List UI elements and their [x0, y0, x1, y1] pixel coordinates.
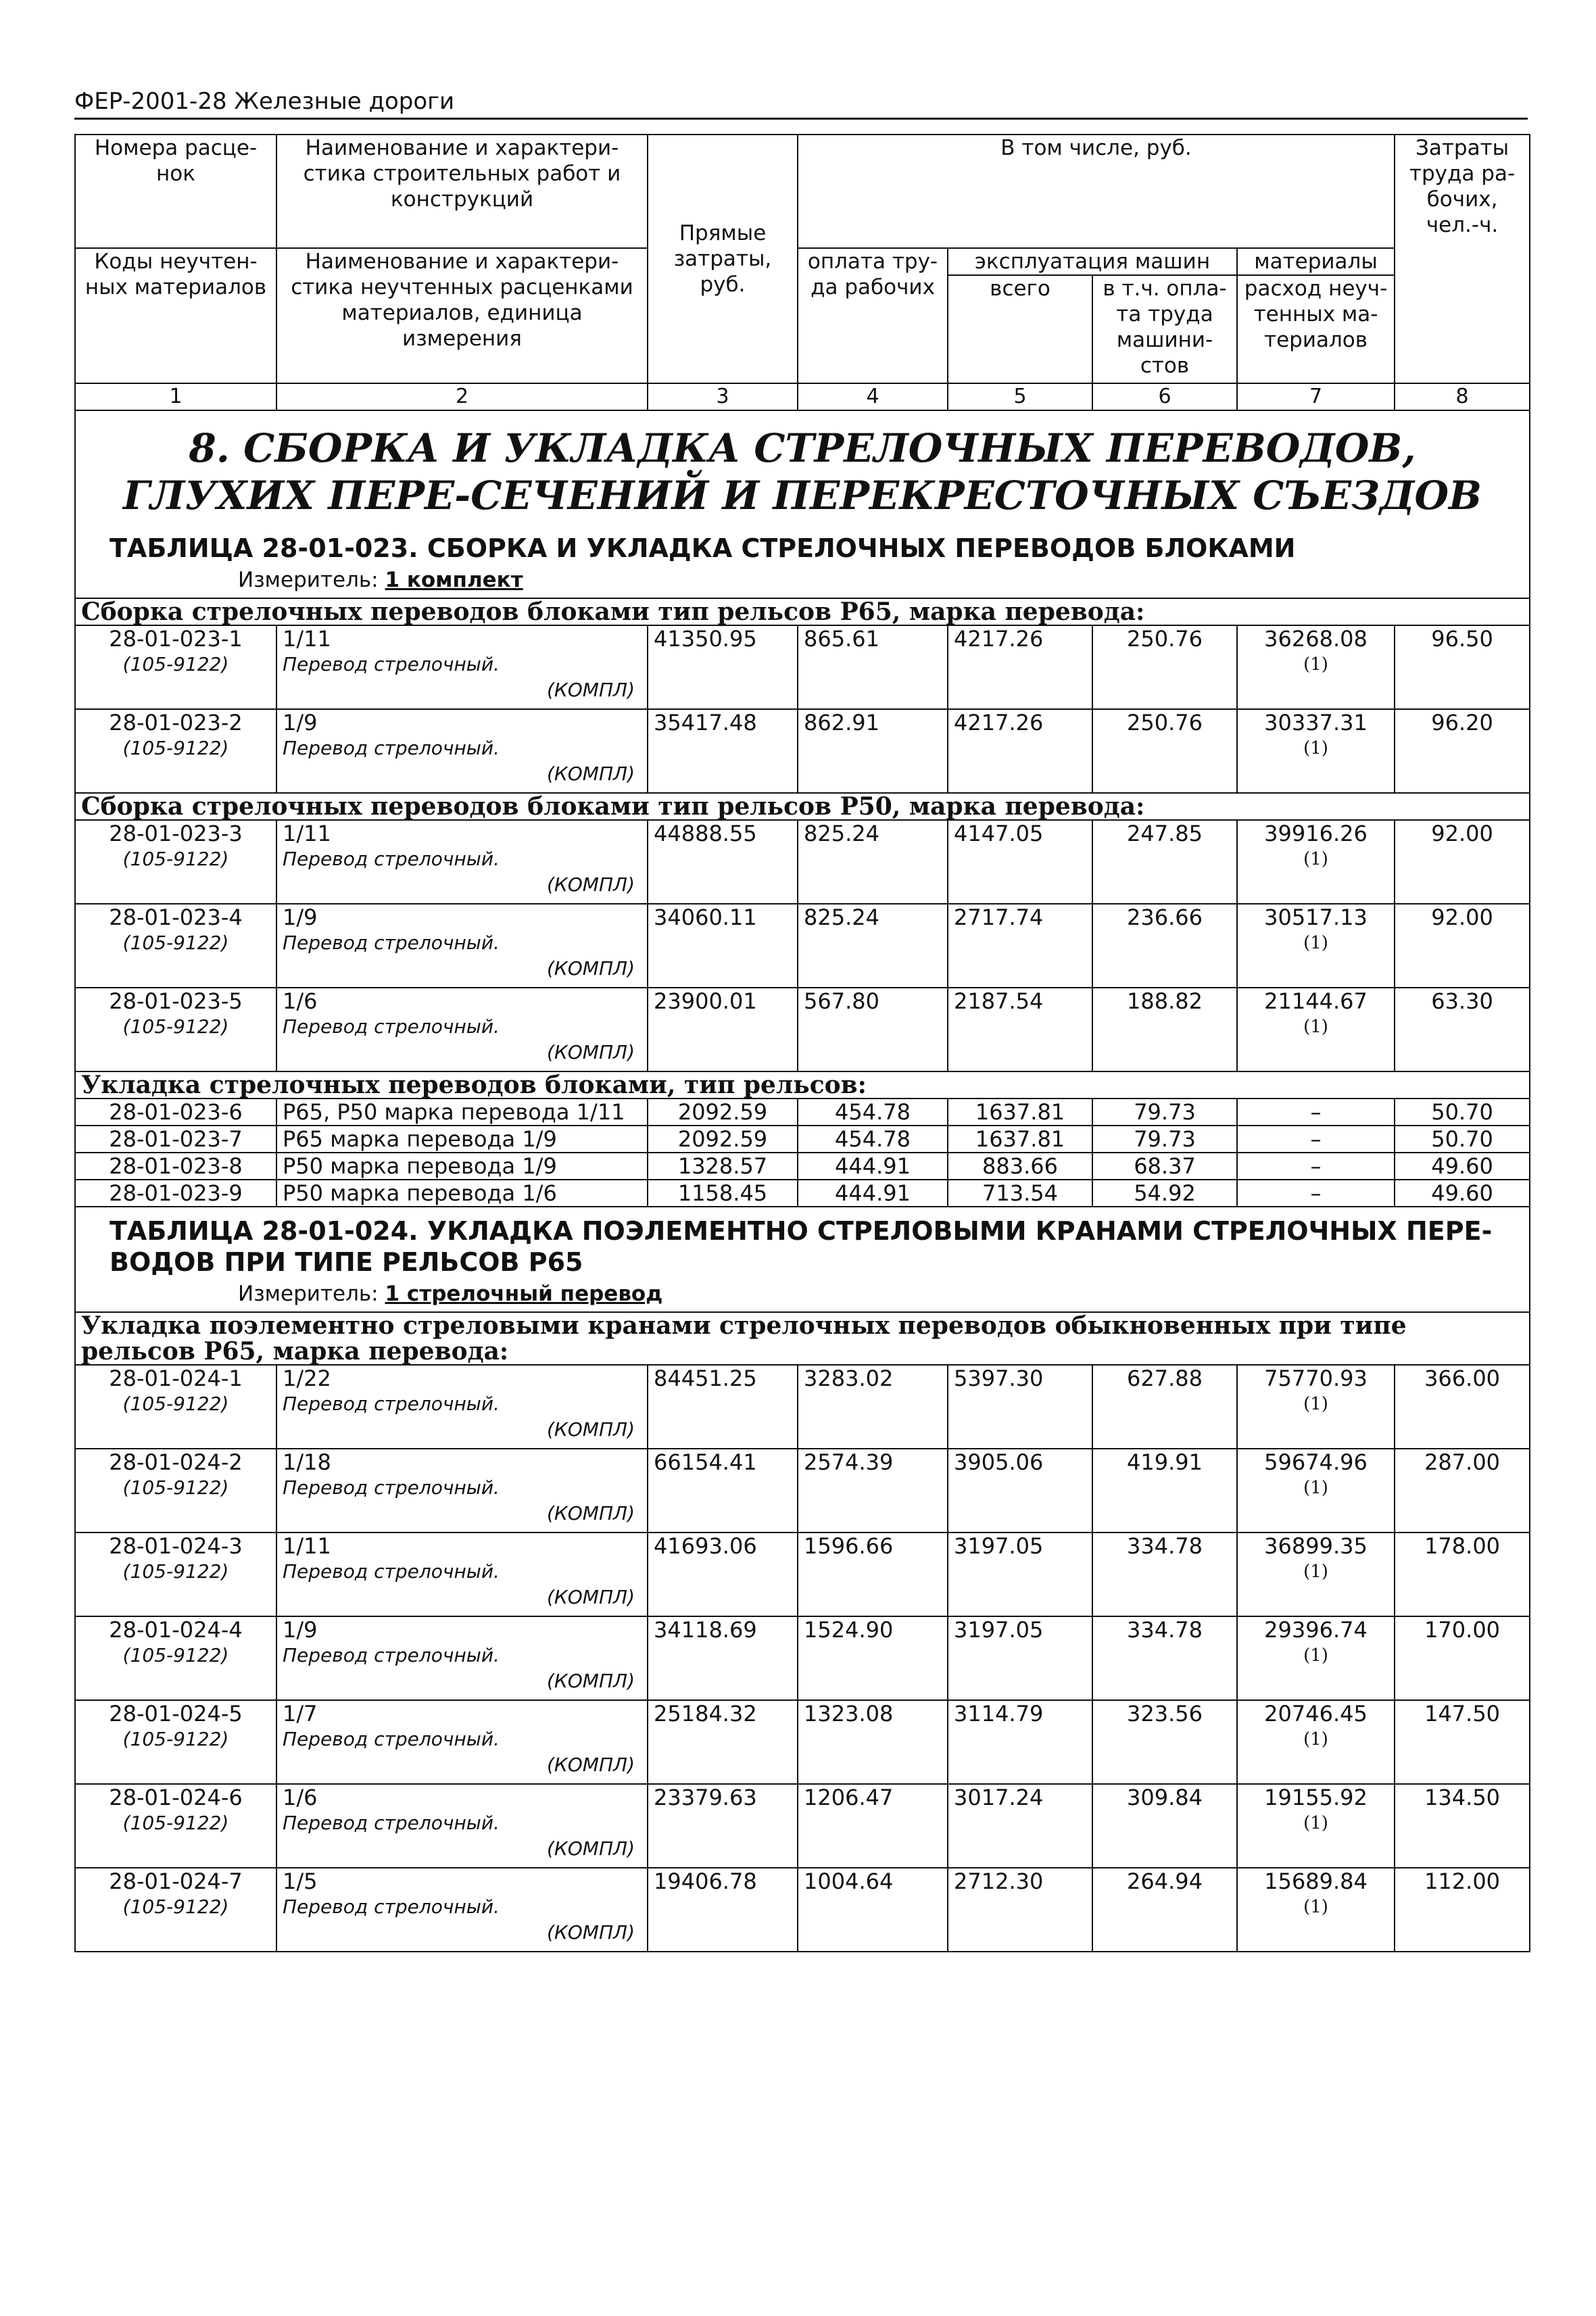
col-number: 1 — [75, 383, 276, 410]
group-heading: Укладка поэлементно стреловыми кранами стрелочных переводов обыкновенных при типе рельсов Р65, марка перевода: — [75, 1312, 1530, 1365]
rate-code: 28-01-023-5 — [109, 988, 243, 1014]
materials-cell — [1237, 904, 1395, 988]
machines-total: 1637.81 — [948, 1099, 1092, 1126]
material-code: (105-9122) — [122, 1476, 229, 1499]
material-unit: (КОМПЛ) — [546, 1837, 635, 1860]
rate-code: 28-01-023-9 — [75, 1180, 276, 1207]
rate-code-cell — [75, 1784, 276, 1868]
machinist-wage: 323.56 — [1092, 1700, 1237, 1784]
labor-wage: 567.80 — [798, 988, 948, 1071]
materials-cost: – — [1237, 1153, 1395, 1180]
table-row — [75, 1616, 1530, 1700]
materials-cell — [1237, 1533, 1395, 1616]
materials-cost: 39916.26 — [1264, 821, 1368, 846]
material-code: (105-9122) — [122, 1728, 229, 1750]
material-qty: (1) — [1303, 1729, 1328, 1750]
material-qty: (1) — [1303, 1017, 1328, 1037]
labor-wage: 862.91 — [798, 709, 948, 793]
materials-cost: 36268.08 — [1264, 626, 1368, 652]
materials-cost: 19155.92 — [1264, 1785, 1368, 1810]
machinist-wage: 334.78 — [1092, 1533, 1237, 1616]
group-heading-row — [75, 793, 1530, 820]
col1-top-header: Номера расце-нок — [75, 135, 276, 248]
material-code: (105-9122) — [122, 932, 229, 954]
table-row — [75, 1784, 1530, 1868]
machinist-wage: 188.82 — [1092, 988, 1237, 1071]
material-name: Перевод стрелочный. — [283, 1393, 500, 1415]
rate-code-cell — [75, 625, 276, 709]
rate-code-cell — [75, 1868, 276, 1952]
material-name: Перевод стрелочный. — [283, 1476, 500, 1499]
labor-wage: 444.91 — [798, 1180, 948, 1207]
labor-hours: 96.20 — [1395, 709, 1530, 793]
material-code: (105-9122) — [122, 1015, 229, 1038]
rate-name-cell — [276, 709, 648, 793]
materials-cost: 75770.93 — [1264, 1366, 1368, 1391]
rate-code: 28-01-024-6 — [109, 1785, 243, 1810]
rate-code-cell — [75, 1365, 276, 1449]
rate-name-cell — [276, 1533, 648, 1616]
labor-hours: 50.70 — [1395, 1126, 1530, 1153]
materials-cell — [1237, 1365, 1395, 1449]
labor-hours: 92.00 — [1395, 820, 1530, 904]
machinist-wage: 334.78 — [1092, 1616, 1237, 1700]
rate-name: Р50 марка перевода 1/6 — [276, 1180, 648, 1207]
material-unit: (КОМПЛ) — [546, 763, 635, 785]
materials-cell — [1237, 1700, 1395, 1784]
labor-hours: 49.60 — [1395, 1180, 1530, 1207]
material-qty: (1) — [1303, 1813, 1328, 1833]
col-number: 6 — [1092, 383, 1237, 410]
rate-name-cell — [276, 1365, 648, 1449]
machinist-wage: 79.73 — [1092, 1099, 1237, 1126]
material-code: (105-9122) — [122, 653, 229, 675]
material-code: (105-9122) — [122, 1896, 229, 1918]
material-unit: (КОМПЛ) — [546, 1041, 635, 1063]
table-024-meter: Измеритель: 1 стрелочный перевод — [238, 1282, 663, 1306]
col8-header: Затраты труда ра-бочих, чел.-ч. — [1395, 135, 1530, 383]
machines-total: 5397.30 — [948, 1365, 1092, 1449]
labor-wage: 444.91 — [798, 1153, 948, 1180]
rate-code-cell — [75, 904, 276, 988]
table-row — [75, 1700, 1530, 1784]
rate-code-cell — [75, 820, 276, 904]
labor-wage: 1524.90 — [798, 1616, 948, 1700]
material-name: Перевод стрелочный. — [283, 932, 500, 954]
direct-cost: 41693.06 — [648, 1533, 798, 1616]
rate-name: Р65, Р50 марка перевода 1/11 — [276, 1099, 648, 1126]
table-row — [75, 988, 1530, 1071]
group-heading: Сборка стрелочных переводов блоками тип рельсов Р65, марка перевода: — [75, 598, 1530, 625]
labor-wage: 865.61 — [798, 625, 948, 709]
machinist-wage: 54.92 — [1092, 1180, 1237, 1207]
labor-wage: 1323.08 — [798, 1700, 948, 1784]
material-unit: (КОМПЛ) — [546, 1670, 635, 1692]
rate-name: 1/11 — [283, 1533, 331, 1559]
materials-cell — [1237, 820, 1395, 904]
materials-cost: 30337.31 — [1264, 710, 1368, 735]
material-code: (105-9122) — [122, 737, 229, 759]
group-heading-row — [75, 1071, 1530, 1099]
direct-cost: 41350.95 — [648, 625, 798, 709]
rate-code: 28-01-023-3 — [109, 821, 243, 846]
table-023-title: ТАБЛИЦА 28-01-023. СБОРКА И УКЛАДКА СТРЕЛОЧНЫХ ПЕРЕВОДОВ БЛОКАМИ — [110, 533, 1296, 563]
rate-name: 1/9 — [283, 1617, 318, 1643]
labor-hours: 50.70 — [1395, 1099, 1530, 1126]
material-unit: (КОМПЛ) — [546, 679, 635, 701]
machines-total: 883.66 — [948, 1153, 1092, 1180]
group-heading-row — [75, 1312, 1530, 1365]
machinist-wage: 79.73 — [1092, 1126, 1237, 1153]
machines-total: 4217.26 — [948, 625, 1092, 709]
rate-name: 1/5 — [283, 1868, 318, 1894]
table-row — [75, 1868, 1530, 1952]
labor-wage: 454.78 — [798, 1126, 948, 1153]
machines-total: 3905.06 — [948, 1449, 1092, 1533]
material-unit: (КОМПЛ) — [546, 1418, 635, 1441]
material-name: Перевод стрелочный. — [283, 1812, 500, 1834]
machines-total: 4217.26 — [948, 709, 1092, 793]
rate-code-cell — [75, 1700, 276, 1784]
material-code: (105-9122) — [122, 1812, 229, 1834]
material-code: (105-9122) — [122, 1560, 229, 1583]
rate-code: 28-01-024-2 — [109, 1449, 243, 1475]
rate-code-cell — [75, 988, 276, 1071]
page-header: ФЕР-2001-28 Железные дороги — [74, 87, 1528, 120]
table-row — [75, 625, 1530, 709]
material-code: (105-9122) — [122, 848, 229, 870]
material-qty: (1) — [1303, 738, 1328, 758]
group-heading-row — [75, 598, 1530, 625]
rate-name: 1/11 — [283, 626, 331, 652]
rate-code: 28-01-024-7 — [109, 1868, 243, 1894]
material-unit: (КОМПЛ) — [546, 1502, 635, 1524]
materials-header: материалы — [1237, 248, 1395, 275]
direct-cost: 84451.25 — [648, 1365, 798, 1449]
col4-header: оплата тру-да рабочих — [798, 248, 948, 383]
material-unit: (КОМПЛ) — [546, 1754, 635, 1776]
labor-hours: 170.00 — [1395, 1616, 1530, 1700]
rate-code: 28-01-023-2 — [109, 710, 243, 735]
rate-name: 1/9 — [283, 904, 318, 930]
material-name: Перевод стрелочный. — [283, 1015, 500, 1038]
direct-cost: 25184.32 — [648, 1700, 798, 1784]
col2-bottom-header: Наименование и характери-стика неучтенных расценками материалов, единица измерения — [276, 248, 648, 383]
col-number: 5 — [948, 383, 1092, 410]
section-title: 8. СБОРКА И УКЛАДКА СТРЕЛОЧНЫХ ПЕРЕВОДОВ, ГЛУХИХ ПЕРЕ-СЕЧЕНИЙ И ПЕРЕКРЕСТОЧНЫХ СЪЕЗДОВ — [122, 425, 1482, 518]
machines-total: 2187.54 — [948, 988, 1092, 1071]
machines-total: 1637.81 — [948, 1126, 1092, 1153]
machines-total: 3197.05 — [948, 1533, 1092, 1616]
rate-name: 1/6 — [283, 1785, 318, 1810]
direct-cost: 34060.11 — [648, 904, 798, 988]
materials-cell — [1237, 1449, 1395, 1533]
materials-cell — [1237, 988, 1395, 1071]
labor-hours: 366.00 — [1395, 1365, 1530, 1449]
labor-wage: 1596.66 — [798, 1533, 948, 1616]
table-row — [75, 709, 1530, 793]
col-number: 8 — [1395, 383, 1530, 410]
direct-cost: 19406.78 — [648, 1868, 798, 1952]
machinist-wage: 236.66 — [1092, 904, 1237, 988]
material-name: Перевод стрелочный. — [283, 1896, 500, 1918]
col-number: 3 — [648, 383, 798, 410]
machines-header: эксплуатация машин — [948, 248, 1237, 275]
materials-cost: 30517.13 — [1264, 904, 1368, 930]
labor-wage: 1206.47 — [798, 1784, 948, 1868]
direct-cost: 2092.59 — [648, 1099, 798, 1126]
material-name: Перевод стрелочный. — [283, 1560, 500, 1583]
col5-header: всего — [948, 275, 1092, 383]
rate-name: Р50 марка перевода 1/9 — [276, 1153, 648, 1180]
table-row — [75, 1449, 1530, 1533]
rate-code: 28-01-024-3 — [109, 1533, 243, 1559]
rate-name: 1/11 — [283, 821, 331, 846]
material-name: Перевод стрелочный. — [283, 737, 500, 759]
material-unit: (КОМПЛ) — [546, 1586, 635, 1608]
materials-cost: – — [1237, 1126, 1395, 1153]
col1-bottom-header: Коды неучтен-ных материалов — [75, 248, 276, 383]
rate-code: 28-01-023-4 — [109, 904, 243, 930]
material-qty: (1) — [1303, 1645, 1328, 1666]
materials-cell — [1237, 1616, 1395, 1700]
table-row — [75, 1126, 1530, 1153]
machines-total: 2712.30 — [948, 1868, 1092, 1952]
labor-hours: 96.50 — [1395, 625, 1530, 709]
machinist-wage: 627.88 — [1092, 1365, 1237, 1449]
direct-cost: 44888.55 — [648, 820, 798, 904]
materials-cost: 59674.96 — [1264, 1449, 1368, 1475]
materials-cell — [1237, 625, 1395, 709]
materials-cost: – — [1237, 1099, 1395, 1126]
rate-name: 1/6 — [283, 988, 318, 1014]
table-row — [75, 904, 1530, 988]
material-qty: (1) — [1303, 654, 1328, 675]
labor-hours: 63.30 — [1395, 988, 1530, 1071]
rate-code-cell — [75, 1616, 276, 1700]
labor-hours: 147.50 — [1395, 1700, 1530, 1784]
direct-cost: 2092.59 — [648, 1126, 798, 1153]
rate-name-cell — [276, 904, 648, 988]
material-unit: (КОМПЛ) — [546, 1921, 635, 1944]
group-heading: Сборка стрелочных переводов блоками тип рельсов Р50, марка перевода: — [75, 793, 1530, 820]
table-023-meter: Измеритель: 1 комплект — [238, 568, 523, 592]
machinist-wage: 309.84 — [1092, 1784, 1237, 1868]
col-number: 2 — [276, 383, 648, 410]
rate-code: 28-01-023-6 — [75, 1099, 276, 1126]
direct-cost: 23379.63 — [648, 1784, 798, 1868]
material-name: Перевод стрелочный. — [283, 848, 500, 870]
material-qty: (1) — [1303, 1562, 1328, 1582]
material-name: Перевод стрелочный. — [283, 1728, 500, 1750]
rate-code-cell — [75, 709, 276, 793]
rates-table — [74, 134, 1530, 1952]
rate-code: 28-01-024-1 — [109, 1366, 243, 1391]
group-heading: Укладка стрелочных переводов блоками, тип рельсов: — [75, 1071, 1530, 1099]
table-row — [75, 1153, 1530, 1180]
material-qty: (1) — [1303, 1478, 1328, 1498]
machinist-wage: 250.76 — [1092, 625, 1237, 709]
col3-header: Прямые затраты, руб. — [648, 135, 798, 383]
rate-name-cell — [276, 820, 648, 904]
machines-total: 3017.24 — [948, 1784, 1092, 1868]
table-row — [75, 1533, 1530, 1616]
machinist-wage: 250.76 — [1092, 709, 1237, 793]
col2-top-header: Наименование и характери-стика строительных работ и конструкций — [276, 135, 648, 248]
table-heading-row — [75, 1207, 1530, 1312]
table-body — [75, 135, 1530, 1952]
labor-hours: 49.60 — [1395, 1153, 1530, 1180]
labor-hours: 134.50 — [1395, 1784, 1530, 1868]
labor-hours: 92.00 — [1395, 904, 1530, 988]
rate-name: 1/9 — [283, 710, 318, 735]
table-row — [75, 1365, 1530, 1449]
material-code: (105-9122) — [122, 1393, 229, 1415]
col6-header: в т.ч. опла-та труда машини-стов — [1092, 275, 1237, 383]
material-unit: (КОМПЛ) — [546, 957, 635, 980]
rate-name-cell — [276, 988, 648, 1071]
table-row — [75, 1180, 1530, 1207]
rate-name-cell — [276, 625, 648, 709]
labor-hours: 112.00 — [1395, 1868, 1530, 1952]
table-024-title: ТАБЛИЦА 28-01-024. УКЛАДКА ПОЭЛЕМЕНТНО СТРЕЛОВЫМИ КРАНАМИ СТРЕЛОЧНЫХ ПЕРЕ-ВОДОВ ПРИ ТИПЕ РЕЛЬСОВ Р65 — [110, 1216, 1493, 1277]
machinist-wage: 264.94 — [1092, 1868, 1237, 1952]
materials-cost: 20746.45 — [1264, 1701, 1368, 1727]
incl-header: В том числе, руб. — [798, 135, 1395, 248]
machines-total: 2717.74 — [948, 904, 1092, 988]
rate-name-cell — [276, 1449, 648, 1533]
labor-hours: 287.00 — [1395, 1449, 1530, 1533]
rate-code: 28-01-023-7 — [75, 1126, 276, 1153]
machines-total: 3197.05 — [948, 1616, 1092, 1700]
rate-name-cell — [276, 1616, 648, 1700]
direct-cost: 35417.48 — [648, 709, 798, 793]
rate-code-cell — [75, 1533, 276, 1616]
material-qty: (1) — [1303, 1897, 1328, 1917]
labor-wage: 2574.39 — [798, 1449, 948, 1533]
labor-hours: 178.00 — [1395, 1533, 1530, 1616]
direct-cost: 23900.01 — [648, 988, 798, 1071]
rate-name-cell — [276, 1868, 648, 1952]
machinist-wage: 247.85 — [1092, 820, 1237, 904]
machines-total: 3114.79 — [948, 1700, 1092, 1784]
rate-name: 1/7 — [283, 1701, 318, 1727]
machines-total: 713.54 — [948, 1180, 1092, 1207]
col-number: 7 — [1237, 383, 1395, 410]
rate-name-cell — [276, 1700, 648, 1784]
materials-cost: 36899.35 — [1264, 1533, 1368, 1559]
material-qty: (1) — [1303, 1394, 1328, 1414]
materials-cost: 29396.74 — [1264, 1617, 1368, 1643]
direct-cost: 34118.69 — [648, 1616, 798, 1700]
rate-code: 28-01-024-4 — [109, 1617, 243, 1643]
materials-cell — [1237, 1784, 1395, 1868]
material-name: Перевод стрелочный. — [283, 653, 500, 675]
machines-total: 4147.05 — [948, 820, 1092, 904]
materials-cost: 21144.67 — [1264, 988, 1368, 1014]
material-code: (105-9122) — [122, 1644, 229, 1666]
rate-name: 1/18 — [283, 1449, 331, 1475]
materials-cost: 15689.84 — [1264, 1868, 1368, 1894]
material-qty: (1) — [1303, 933, 1328, 953]
labor-wage: 825.24 — [798, 904, 948, 988]
rate-name-cell — [276, 1784, 648, 1868]
direct-cost: 1158.45 — [648, 1180, 798, 1207]
materials-cell — [1237, 709, 1395, 793]
col7-header: расход неуч-тенных ма-териалов — [1237, 275, 1395, 383]
labor-wage: 3283.02 — [798, 1365, 948, 1449]
direct-cost: 1328.57 — [648, 1153, 798, 1180]
rate-name: Р65 марка перевода 1/9 — [276, 1126, 648, 1153]
table-row — [75, 820, 1530, 904]
material-unit: (КОМПЛ) — [546, 873, 635, 896]
rate-code: 28-01-023-8 — [75, 1153, 276, 1180]
rate-code: 28-01-024-5 — [109, 1701, 243, 1727]
materials-cell — [1237, 1868, 1395, 1952]
material-qty: (1) — [1303, 849, 1328, 869]
machinist-wage: 68.37 — [1092, 1153, 1237, 1180]
labor-wage: 1004.64 — [798, 1868, 948, 1952]
rate-code: 28-01-023-1 — [109, 626, 243, 652]
labor-wage: 825.24 — [798, 820, 948, 904]
materials-cost: – — [1237, 1180, 1395, 1207]
table-row — [75, 1099, 1530, 1126]
direct-cost: 66154.41 — [648, 1449, 798, 1533]
rate-code-cell — [75, 1449, 276, 1533]
material-name: Перевод стрелочный. — [283, 1644, 500, 1666]
col-number: 4 — [798, 383, 948, 410]
rate-name: 1/22 — [283, 1366, 331, 1391]
labor-wage: 454.78 — [798, 1099, 948, 1126]
machinist-wage: 419.91 — [1092, 1449, 1237, 1533]
